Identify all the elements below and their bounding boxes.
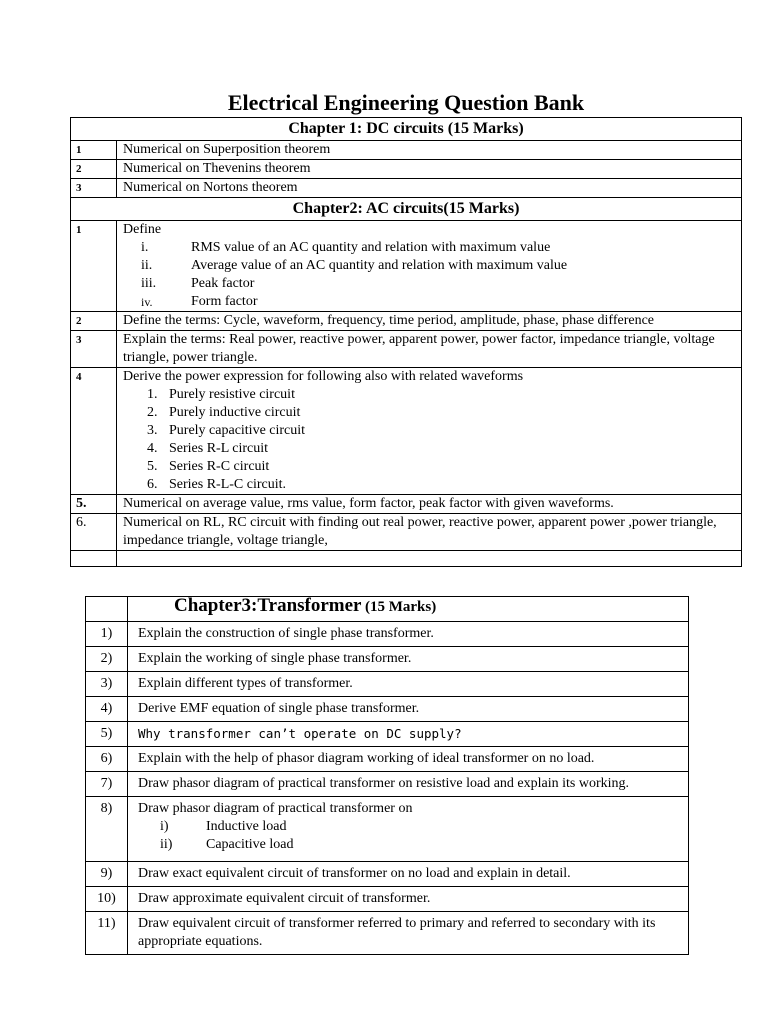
table-row xyxy=(71,514,742,551)
question-text: Explain the working of single phase transformer. xyxy=(128,647,689,672)
list-item-text: Purely inductive circuit xyxy=(169,405,301,420)
table-row xyxy=(71,141,742,160)
question-text: Draw phasor diagram of practical transformer on resistive load and explain its working. xyxy=(128,772,689,797)
question-number: 3 xyxy=(71,179,117,198)
list-item xyxy=(123,458,735,476)
question-text: Explain the terms: Real power, reactive power, apparent power, power factor, impedance triangle, voltage triangle, power triangle. xyxy=(117,331,742,368)
list-item-text: Capacitive load xyxy=(206,837,294,852)
list-item xyxy=(123,476,735,494)
question-text: Numerical on Thevenins theorem xyxy=(117,160,742,179)
table-row xyxy=(86,622,689,647)
table-row xyxy=(71,179,742,198)
list-marker: i) xyxy=(160,819,169,834)
chapter2-heading: Chapter2: AC circuits(15 Marks) xyxy=(71,198,742,221)
list-item-text: Average value of an AC quantity and relation with maximum value xyxy=(191,258,568,273)
list-marker: 3. xyxy=(147,423,158,438)
table-row xyxy=(86,697,689,722)
question-text: Draw phasor diagram of practical transformer on xyxy=(138,801,413,816)
question-text: Numerical on Superposition theorem xyxy=(117,141,742,160)
question-text: Explain with the help of phasor diagram working of ideal transformer on no load. xyxy=(128,747,689,772)
question-text: Why transformer can’t operate on DC supply? xyxy=(128,722,689,747)
chapter3-heading-main: Chapter3:Transformer xyxy=(174,595,362,616)
question-text: Numerical on Nortons theorem xyxy=(117,179,742,198)
chapter2-heading-row xyxy=(71,198,742,221)
circuit-list xyxy=(123,386,735,494)
question-text: Explain the construction of single phase transformer. xyxy=(128,622,689,647)
table-row xyxy=(71,221,742,312)
table-row xyxy=(86,747,689,772)
question-number: 1 xyxy=(71,141,117,160)
question-number: 1) xyxy=(86,622,128,647)
question-text: Define the terms: Cycle, waveform, frequency, time period, amplitude, phase, phase difference xyxy=(117,312,742,331)
list-marker: 2. xyxy=(147,405,158,420)
list-item-text: Purely resistive circuit xyxy=(169,387,295,402)
question-cell xyxy=(117,368,742,495)
question-number: 2 xyxy=(71,312,117,331)
table-row xyxy=(71,368,742,495)
list-marker: i. xyxy=(141,240,149,255)
table-row xyxy=(86,912,689,955)
list-item xyxy=(138,818,678,836)
chapter3-heading-marks: (15 Marks) xyxy=(365,599,437,615)
table-row xyxy=(86,647,689,672)
question-number: 5) xyxy=(86,722,128,747)
list-item-text: Inductive load xyxy=(206,819,287,834)
question-number: 3) xyxy=(86,672,128,697)
question-number: 3 xyxy=(71,331,117,368)
table-row xyxy=(71,312,742,331)
chapter1-heading: Chapter 1: DC circuits (15 Marks) xyxy=(71,118,742,141)
list-marker: 5. xyxy=(147,459,158,474)
question-number: 8) xyxy=(86,797,128,862)
list-marker: iii. xyxy=(141,276,157,291)
empty-cell xyxy=(86,597,128,622)
table-row xyxy=(86,672,689,697)
question-text: Define xyxy=(123,222,162,237)
list-item-text: Form factor xyxy=(191,294,258,309)
table-row xyxy=(71,160,742,179)
question-text: Derive EMF equation of single phase transformer. xyxy=(128,697,689,722)
question-text: Numerical on average value, rms value, form factor, peak factor with given waveforms. xyxy=(117,495,742,514)
question-number: 9) xyxy=(86,862,128,887)
list-item xyxy=(123,404,735,422)
page-title: Electrical Engineering Question Bank xyxy=(227,90,585,115)
list-marker: 6. xyxy=(147,477,158,492)
question-number: 2 xyxy=(71,160,117,179)
table-row xyxy=(86,887,689,912)
question-number: 10) xyxy=(86,887,128,912)
table-row xyxy=(71,331,742,368)
question-number: 2) xyxy=(86,647,128,672)
list-item xyxy=(123,386,735,404)
list-item xyxy=(138,836,678,854)
list-marker: ii. xyxy=(141,258,153,273)
chapter1-2-table xyxy=(70,117,742,567)
list-marker: ii) xyxy=(160,837,173,852)
list-item xyxy=(123,257,735,275)
table-row xyxy=(86,772,689,797)
table-row xyxy=(86,722,689,747)
question-text: Draw approximate equivalent circuit of transformer. xyxy=(128,887,689,912)
list-item xyxy=(123,239,735,257)
table-row xyxy=(86,862,689,887)
question-text: Numerical on RL, RC circuit with finding out real power, reactive power, apparent power ,power triangle, impedance triangle, voltage triangle, xyxy=(117,514,742,551)
list-item-text: RMS value of an AC quantity and relation with maximum value xyxy=(191,240,551,255)
question-number: 7) xyxy=(86,772,128,797)
empty-row xyxy=(71,551,742,567)
list-marker: iv. xyxy=(141,295,153,309)
question-number: 6) xyxy=(86,747,128,772)
list-marker: 4. xyxy=(147,441,158,456)
list-item-text: Peak factor xyxy=(191,276,255,291)
list-item-text: Series R-L-C circuit. xyxy=(169,477,287,492)
question-text: Draw equivalent circuit of transformer referred to primary and referred to secondary with its appropriate equations. xyxy=(128,912,689,955)
question-cell xyxy=(128,797,689,862)
table-row xyxy=(86,797,689,862)
question-cell xyxy=(117,221,742,312)
question-number: 4) xyxy=(86,697,128,722)
empty-cell xyxy=(117,551,742,567)
list-item-text: Series R-L circuit xyxy=(169,441,269,456)
chapter3-table xyxy=(85,596,689,955)
list-item xyxy=(123,293,735,311)
question-text: Derive the power expression for following also with related waveforms xyxy=(123,369,524,384)
list-item-text: Series R-C circuit xyxy=(169,459,270,474)
table-row xyxy=(71,495,742,514)
chapter3-heading-row xyxy=(86,597,689,622)
question-number: 5. xyxy=(71,495,117,514)
define-list xyxy=(123,239,735,311)
chapter1-heading-row xyxy=(71,118,742,141)
list-marker: 1. xyxy=(147,387,158,402)
question-number: 6. xyxy=(71,514,117,551)
question-number: 11) xyxy=(86,912,128,955)
list-item-text: Purely capacitive circuit xyxy=(169,423,306,438)
question-text: Draw exact equivalent circuit of transformer on no load and explain in detail. xyxy=(128,862,689,887)
empty-cell xyxy=(71,551,117,567)
list-item xyxy=(123,440,735,458)
list-item xyxy=(123,275,735,293)
chapter3-heading xyxy=(128,597,689,622)
question-number: 1 xyxy=(71,221,117,312)
load-list xyxy=(138,818,678,854)
question-number: 4 xyxy=(71,368,117,495)
question-text: Explain different types of transformer. xyxy=(128,672,689,697)
list-item xyxy=(123,422,735,440)
